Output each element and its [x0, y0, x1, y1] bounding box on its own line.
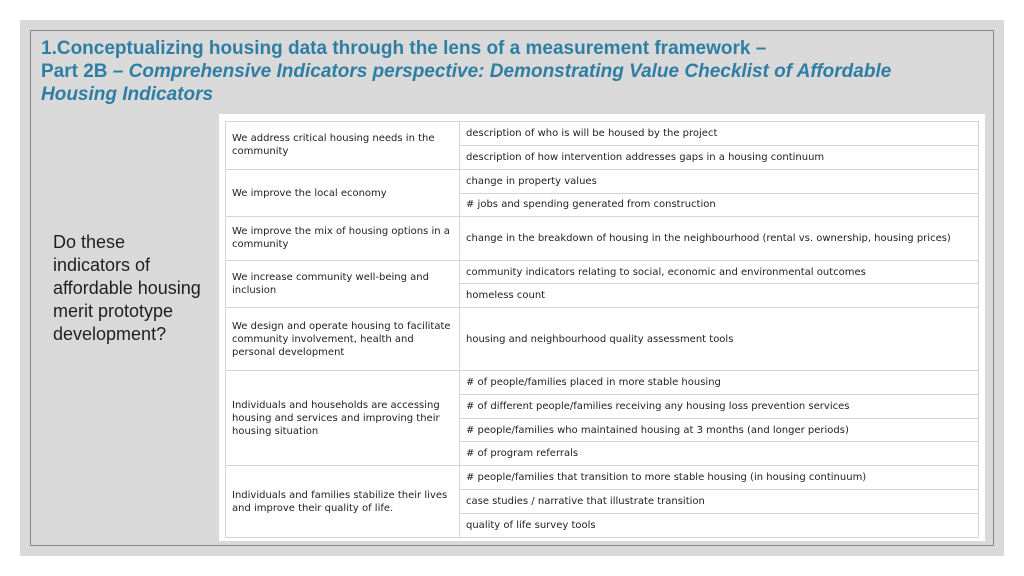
indicator-cell: change in property values — [460, 169, 979, 193]
indicator-table-image — [219, 114, 985, 541]
slide-content — [30, 30, 994, 546]
indicator-checklist-table — [225, 121, 979, 538]
indicator-cell: # people/families who maintained housing at 3 months (and longer periods) — [460, 418, 979, 442]
outcome-cell: We improve the mix of housing options in a community — [226, 217, 460, 260]
outcome-cell: We increase community well-being and inclusion — [226, 260, 460, 308]
table-row — [226, 169, 979, 193]
slide-background — [20, 20, 1004, 556]
indicator-cell: # jobs and spending generated from construction — [460, 193, 979, 217]
table-row — [226, 466, 979, 490]
indicator-cell: change in the breakdown of housing in the neighbourhood (rental vs. ownership, housing prices) — [460, 217, 979, 260]
indicator-cell: description of who is will be housed by the project — [460, 122, 979, 146]
indicator-cell: homeless count — [460, 284, 979, 308]
table-row — [226, 260, 979, 284]
outcome-cell: Individuals and families stabilize their lives and improve their quality of life. — [226, 466, 460, 538]
indicator-cell: # people/families that transition to more stable housing (in housing continuum) — [460, 466, 979, 490]
outcome-cell: We address critical housing needs in the community — [226, 122, 460, 170]
indicator-cell: housing and neighbourhood quality assessment tools — [460, 308, 979, 371]
indicator-cell: case studies / narrative that illustrate transition — [460, 490, 979, 514]
side-question: Do these indicators of affordable housing merit prototype development? — [53, 232, 201, 344]
slide-title — [41, 37, 941, 106]
table-row — [226, 308, 979, 371]
title-prefix: Part 2B – — [41, 61, 129, 82]
table-row — [226, 370, 979, 394]
table-row — [226, 217, 979, 260]
indicator-cell: # of program referrals — [460, 442, 979, 466]
indicator-cell: quality of life survey tools — [460, 513, 979, 537]
title-subtitle: Comprehensive Indicators perspective: Demonstrating Value Checklist of Affordable Housing Indicators — [41, 61, 892, 105]
title-line-1: 1.Conceptualizing housing data through the lens of a measurement framework – — [41, 38, 767, 59]
indicator-cell: # of different people/families receiving any housing loss prevention services — [460, 394, 979, 418]
outcome-cell: We design and operate housing to facilitate community involvement, health and personal development — [226, 308, 460, 371]
table-row — [226, 122, 979, 146]
outcome-cell: Individuals and households are accessing housing and services and improving their housing situation — [226, 370, 460, 465]
indicator-cell: community indicators relating to social, economic and environmental outcomes — [460, 260, 979, 284]
outcome-cell: We improve the local economy — [226, 169, 460, 217]
indicator-cell: # of people/families placed in more stable housing — [460, 370, 979, 394]
indicator-cell: description of how intervention addresses gaps in a housing continuum — [460, 145, 979, 169]
title-line-2 — [41, 60, 941, 106]
